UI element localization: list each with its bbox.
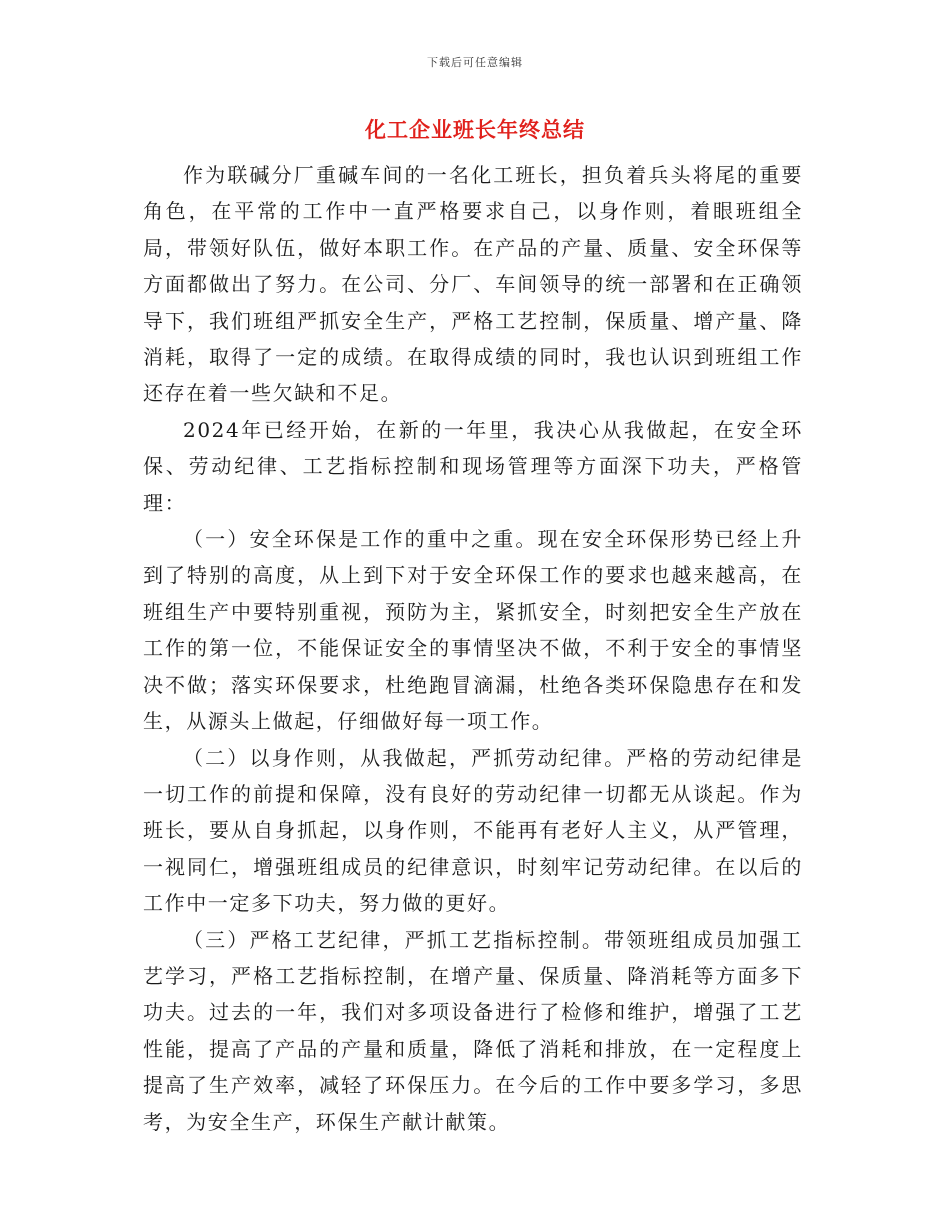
document-body bbox=[143, 157, 803, 1140]
paragraph-discipline: （二）以身作则，从我做起，严抓劳动纪律。严格的劳动纪律是一切工作的前提和保障，没有良好的劳动纪律一切都无从谈起。作为班长，要从自身抓起，以身作则，不能再有老好人主义，从严管理，一视同仁，增强班组成员的纪律意识，时刻牢记劳动纪律。在以后的工作中一定多下功夫，努力做的更好。 bbox=[143, 745, 803, 916]
paragraph-resolution: 2024年已经开始，在新的一年里，我决心从我做起，在安全环保、劳动纪律、工艺指标控制和现场管理等方面深下功夫，严格管理： bbox=[143, 417, 803, 515]
header-note: 下载后可任意编辑 bbox=[427, 56, 523, 69]
paragraph-intro: 作为联碱分厂重碱车间的一名化工班长，担负着兵头将尾的重要角色，在平常的工作中一直严格要求自己，以身作则，着眼班组全局，带领好队伍，做好本职工作。在产品的产量、质量、安全环保等方面都做出了努力。在公司、分厂、车间领导的统一部署和在正确领导下，我们班组严抓安全生产，严格工艺控制，保质量、增产量、降消耗，取得了一定的成绩。在取得成绩的同时，我也认识到班组工作还存在着一些欠缺和不足。 bbox=[143, 163, 803, 406]
paragraph-safety: （一）安全环保是工作的重中之重。现在安全环保形势已经上升到了特别的高度，从上到下对于安全环保工作的要求也越来越高，在班组生产中要特别重视，预防为主，紧抓安全，时刻把安全生产放在工作的第一位，不能保证安全的事情坚决不做，不利于安全的事情坚决不做；落实环保要求，杜绝跑冒滴漏，杜绝各类环保隐患存在和发生，从源头上做起，仔细做好每一项工作。 bbox=[143, 527, 803, 734]
paragraph-process-control: （三）严格工艺纪律，严抓工艺指标控制。带领班组成员加强工艺学习，严格工艺指标控制，在增产量、保质量、降消耗等方面多下功夫。过去的一年，我们对多项设备进行了检修和维护，增强了工艺性能，提高了产品的产量和质量，降低了消耗和排放，在一定程度上提高了生产效率，减轻了环保压力。在今后的工作中要多学习，多思考，为安全生产，环保生产献计献策。 bbox=[143, 927, 803, 1134]
document-title: 化工企业班长年终总结 bbox=[365, 117, 585, 142]
